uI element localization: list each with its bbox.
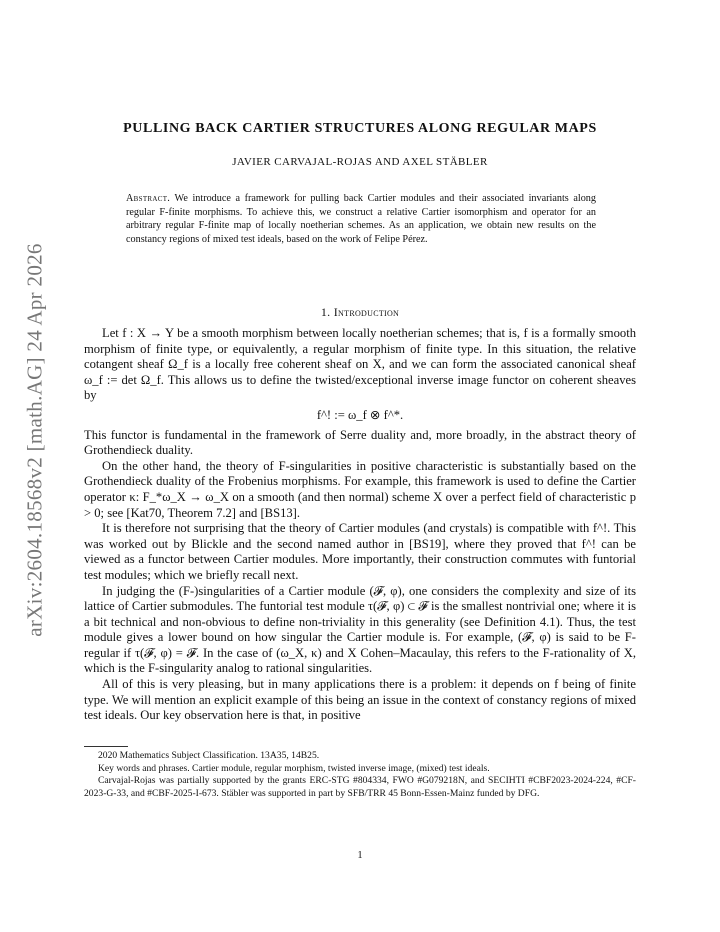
abstract-text: We introduce a framework for pulling back Cartier modules and their associated invariants along regular F-finite morphisms. To achieve this, we construct a relative Cartier isomorphism and operator for an arbitrary regular F-finite map of locally noetherian schemes. As an application, we obtain new results on the constancy regions of mixed test ideals, based on the work of Felipe Pérez. (126, 193, 596, 245)
paper-title: PULLING BACK CARTIER STRUCTURES ALONG REGULAR MAPS (123, 121, 597, 136)
paragraph-1: Let f : X → Y be a smooth morphism between locally noetherian schemes; that is, f is a formally smooth morphism of finite type, or equivalently, a regular morphism of finite type. In this situation, the relative cotangent sheaf Ω_f is a locally free coherent sheaf on X, and we can form the associated canonical sheaf ω_f := det Ω_f. This allows us to define the twisted/exceptional inverse image functor on coherent sheaves by (84, 326, 636, 403)
section-number: 1. (320, 305, 331, 319)
arxiv-sidebar-stamp (14, 205, 56, 675)
paragraph-6: All of this is very pleasing, but in many applications there is a problem: it depends on f being of finite type. We will mention an explicit example of this being an issue in the context of constancy regions of mixed test ideals. Our key observation here is that, in positive (84, 677, 636, 723)
footnote-msc: 2020 Mathematics Subject Classification. 13A35, 14B25. (98, 750, 320, 761)
abstract (126, 192, 596, 246)
footnote-keywords: Key words and phrases. Cartier module, regular morphism, twisted inverse image, (mixed) test ideals. (98, 762, 490, 774)
page-number: 1 (357, 850, 363, 861)
arxiv-identifier: arXiv:2604.18568v2 [math.AG] 24 Apr 2026 (22, 243, 47, 637)
paragraph-5: In judging the (F-)singularities of a Cartier module (𝓕, φ), one considers the complexity and size of its lattice of Cartier submodules. The funtorial test module τ(𝓕, φ) ⊂ 𝓕 is the smallest nontrivial one; where it is a bit technical and non-obvious to define non-triviality in this generality (see Definition 4.1). Thus, the test module gives a lower bound on how singular the Cartier module is. For example, (𝓕, φ) is said to be F-regular if τ(𝓕, φ) = 𝓕. In the case of (ω_X, κ) and X Cohen–Macaulay, this refers to the F-rationality of X, which is the F-singularity analog to rational singularities. (84, 583, 636, 676)
paragraph-3: On the other hand, the theory of F-singularities in positive characteristic is substantially based on the Grothendieck duality of the Frobenius morphisms. For example, this framework is used to define the Cartier operator κ: F_*ω_X → ω_X on a smooth (and then normal) scheme X over a perfect field of characteristic p > 0; see [Kat70, Theorem 7.2] and [BS13]. (84, 458, 636, 520)
section-heading (84, 305, 636, 320)
section-body (84, 326, 636, 724)
footnote-rule (84, 746, 128, 747)
abstract-heading: Abstract. (126, 193, 171, 204)
paragraph-2: This functor is fundamental in the framework of Serre duality and, more broadly, in the abstract theory of Grothendieck duality. (84, 427, 636, 458)
paper-authors: JAVIER CARVAJAL-ROJAS AND AXEL STÄBLER (232, 156, 488, 168)
display-equation: f^! := ω_f ⊗ f^*. (316, 407, 404, 422)
section-title: Introduction (333, 305, 400, 319)
footnotes (84, 750, 636, 800)
footnote-funding: Carvajal-Rojas was partially supported by the grants ERC-STG #804334, FWO #G079218N, and SECIHTI #CBF2023-2024-224, #CF-2023-G-33, and #CBF-2025-I-673. Stäbler was supported in part by SFB/TRR 45 Bonn-Essen-Mainz funded by DFG. (84, 775, 636, 799)
paragraph-4: It is therefore not surprising that the theory of Cartier modules (and crystals) is compatible with f^!. This was worked out by Blickle and the second named author in [BS19], where they proved that f^! can be viewed as a functor between Cartier modules. More importantly, their construction commutes with funtorial test modules; which we briefly recall next. (84, 521, 636, 582)
